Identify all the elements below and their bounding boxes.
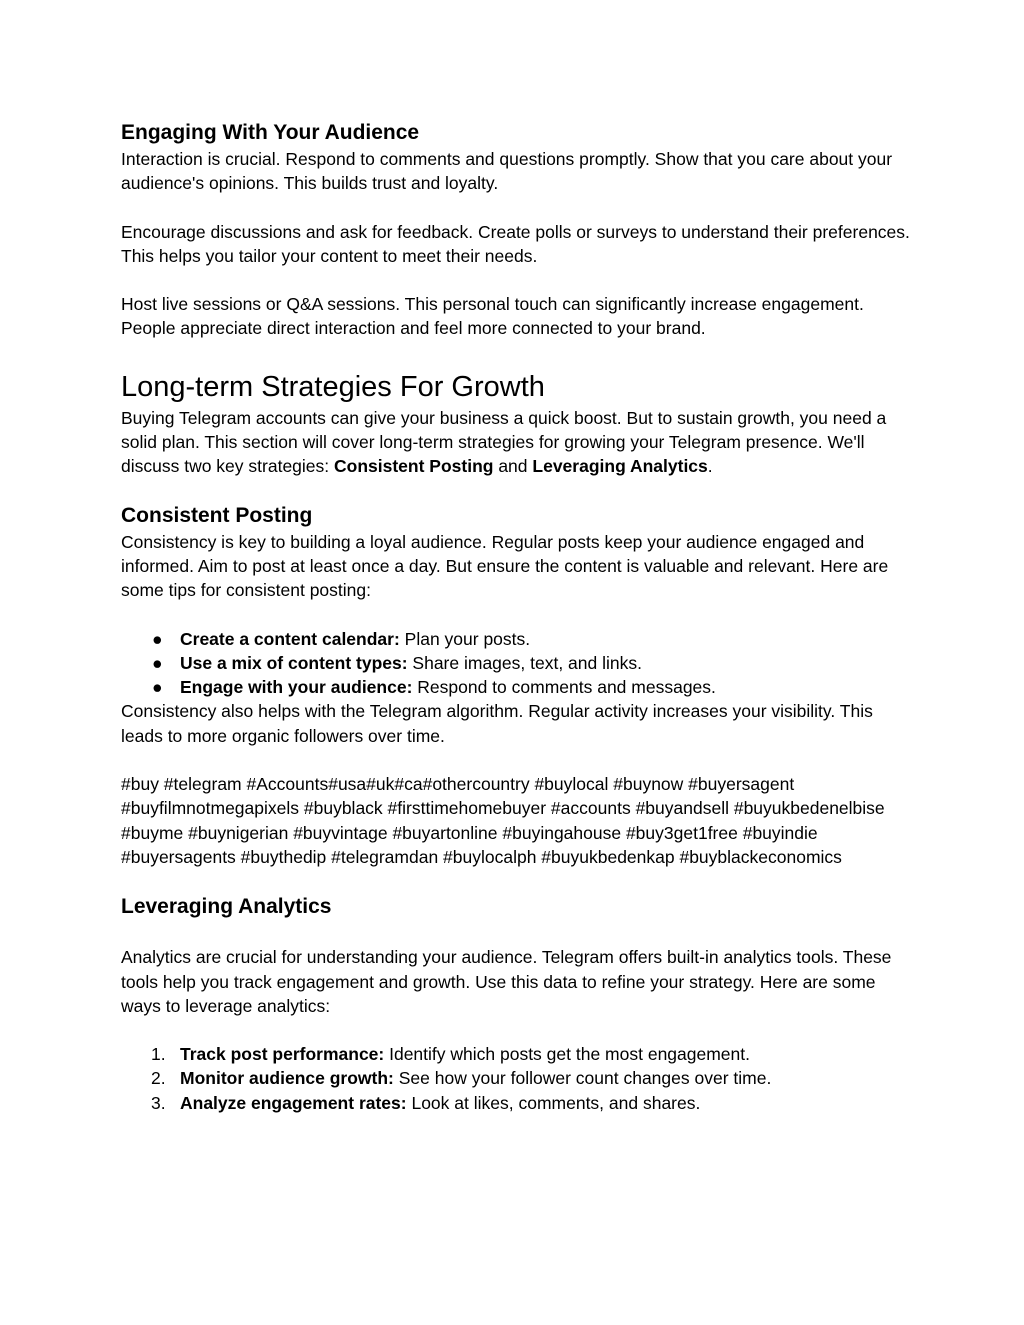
- list-item: ● Create a content calendar: Plan your posts.: [121, 627, 911, 651]
- list-item: 3. Analyze engagement rates: Look at likes, comments, and shares.: [151, 1092, 701, 1113]
- analytics-steps-list: [121, 1042, 911, 1115]
- engaging-paragraph-2: Encourage discussions and ask for feedback. Create polls or surveys to understand their preferences. This helps you tailor your content to meet their needs.: [121, 221, 910, 266]
- list-item: 1. Track post performance: Identify which posts get the most engagement.: [151, 1044, 750, 1065]
- consistent-tips-list: [121, 627, 911, 700]
- engaging-paragraph-3: Host live sessions or Q&A sessions. This personal touch can significantly increase engagement. People appreciate direct interaction and feel more connected to your brand.: [121, 294, 864, 339]
- consistent-intro: Consistency is key to building a loyal audience. Regular posts keep your audience engaged and informed. Aim to post at least once a day. But ensure the content is valuable and relevant. Here are some tips for consistent posting:: [121, 531, 889, 601]
- bullet-icon: ●: [152, 652, 163, 673]
- consistent-outro: Consistency also helps with the Telegram algorithm. Regular activity increases your visibility. This leads to more organic followers over time.: [121, 701, 873, 746]
- analytics-heading: Leveraging Analytics: [121, 895, 332, 919]
- longterm-intro-bold-analytics: Leveraging Analytics: [532, 456, 708, 477]
- consistent-heading: Consistent Posting: [121, 503, 313, 527]
- list-item: 2. Monitor audience growth: See how your follower count changes over time.: [151, 1068, 772, 1089]
- bullet-icon: ●: [152, 677, 163, 698]
- bullet-icon: ●: [152, 628, 163, 649]
- list-item: ● Use a mix of content types: Share images, text, and links.: [121, 651, 911, 675]
- longterm-intro-bold-consistent: Consistent Posting: [334, 456, 494, 477]
- analytics-intro: Analytics are crucial for understanding your audience. Telegram offers built-in analytics tools. These tools help you track engagement and growth. Use this data to refine your strategy. Here are some ways to leverage analytics:: [121, 947, 892, 1016]
- longterm-intro: Buying Telegram accounts can give your business a quick boost. But to sustain growth, you need a solid plan. This section will cover long-term strategies for growing your Telegram presence. We'll discuss two key strategies: Consistent Posting and Leveraging Analytics.: [121, 407, 887, 477]
- engaging-heading: Engaging With Your Audience: [121, 121, 420, 144]
- document-page: [121, 119, 911, 1115]
- engaging-paragraph-1: Interaction is crucial. Respond to comments and questions promptly. Show that you care about your audience's opinions. This builds trust and loyalty.: [121, 149, 893, 194]
- hashtags-paragraph: #buy #telegram #Accounts#usa#uk#ca#othercountry #buylocal #buynow #buyersagent #buyfilmnotmegapixels #buyblack #firsttimehomebuyer #accounts #buyandsell #buyukbedenelbise #buyme #buynigerian #buyvintage #buyartonline #buyingahouse #buy3get1free #buyindie #buyersagents #buythedip #telegramdan #buylocalph #buyukbedenkap #buyblackeconomics: [121, 774, 885, 867]
- list-item: ● Engage with your audience: Respond to comments and messages.: [121, 675, 911, 699]
- longterm-heading: Long-term Strategies For Growth: [121, 370, 545, 403]
